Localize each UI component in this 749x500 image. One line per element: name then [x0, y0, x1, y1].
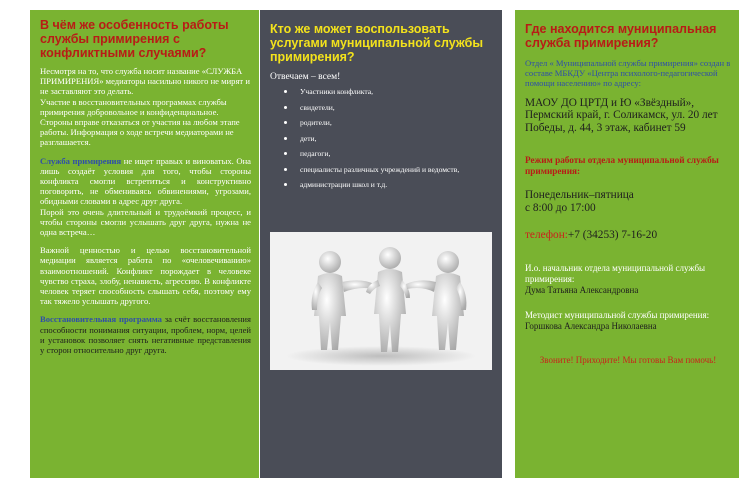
list-item: администрации школ и т.д.: [300, 180, 494, 190]
phone-label: телефон:: [525, 228, 568, 241]
panel3-title: Где находится муниципальная служба примирения?: [525, 22, 717, 50]
left-panel: [30, 10, 259, 478]
list-item: дети,: [300, 134, 494, 144]
list-item: родители,: [300, 118, 494, 128]
bullet-icon: [284, 137, 287, 140]
method-title: Методист муниципальной службы примирения:: [525, 309, 710, 320]
panel1-intro-2: Участие в восстановительных программах службы примирения добровольное и конфиденциальное.: [40, 96, 227, 117]
figures-illustration: [270, 232, 492, 370]
hours-time: с 8:00 до 17:00: [525, 201, 596, 214]
panel1-service-paragraph: [40, 156, 251, 207]
bullet-icon: [284, 106, 287, 109]
list-item: свидетели,: [300, 103, 494, 113]
phone-number: +7 (34253) 7-16-20: [567, 228, 658, 241]
slogan: Звоните! Приходите! Мы готовы Вам помочь!: [539, 355, 717, 366]
bullet-icon: [284, 121, 287, 124]
program-text: за счёт восстановления способности понимания ситуации, проблем, норм, целей и установок позволяет снять негативные представления у сторон относительно друг друга.: [40, 314, 251, 356]
panel3-address: МАОУ ДО ЦРТД и Ю «Звёздный», Пермский край, г. Соликамск, ул. 20 лет Победы, д. 44, 3 этаж, кабинет 59: [525, 96, 718, 135]
service-text: не ищет правых и виноватых. Она лишь создаёт условия для того, чтобы стороны конфликта смогли встретиться и конструктивно поговорить, не обмениваясь обвинениями, угрозами, обидными словами в адрес друг друга.: [40, 155, 251, 207]
panel1-intro-1: Несмотря на то, что служба носит название «СЛУЖБА ПРИМИРЕНИЯ» медиаторы насильно никого не мирят и не заставляют это делать.: [40, 66, 250, 97]
hours-days: Понедельник–пятница: [525, 189, 634, 201]
panel3-created: Отдел « Муниципальной службы примирения» создан в составе МБКДУ «Центра психолого-педагогической помощи населению» по адресу:: [525, 58, 731, 89]
panel2-lead: Отвечаем – всем!: [270, 72, 341, 82]
panel1-process: Порой это очень длительный и трудоёмкий процесс, и чтобы стороны смогли услышать друг друга, нужна не одна встреча…: [40, 206, 251, 238]
panel1-program-paragraph: [40, 314, 251, 355]
method-name: Горшкова Александра Николаевна: [525, 320, 657, 331]
panel1-title: В чём же особенность работы службы примирения с конфликтными случаями?: [40, 18, 229, 60]
head-title: И.о. начальник отдела муниципальной службы примирения:: [525, 263, 706, 285]
list-item: Участники конфликта,: [300, 87, 494, 97]
head-name: Дума Татьяна Александровна: [525, 284, 639, 295]
three-figures-icon: [270, 232, 492, 370]
bullet-icon: [284, 183, 287, 186]
middle-panel: [260, 10, 502, 478]
phone-line: [525, 229, 731, 242]
right-panel: [515, 10, 739, 478]
panel2-title: Кто же может воспользовать услугами муниципальной службы примирения?: [270, 22, 484, 64]
service-lead: Служба примирения: [40, 155, 122, 166]
list-item: педагоги,: [300, 149, 494, 159]
bullet-icon: [284, 152, 287, 155]
program-lead: Восстановительная программа: [40, 314, 162, 325]
bullet-icon: [284, 90, 287, 93]
panel1-value: Важной ценностью и целью восстановительной медиации является работа по «очеловечиванию» взаимоотношений. Конфликт порождает в человеке чувство страха, злобу, ненависть, агрессию. В конфликте человек теряет способность слышать себя, поэтому ему так тяжело услышать другого.: [40, 245, 251, 307]
panel1-intro-3: Стороны вправе отказаться от участия на любом этапе работы. Информация о ходе встречи медиаторами не разглашается.: [40, 117, 240, 148]
list-item: специалисты различных учреждений и ведомств,: [300, 165, 494, 175]
hours-title: Режим работы отдела муниципальной службы примирения:: [525, 155, 719, 176]
audience-list: [270, 87, 494, 190]
bullet-icon: [284, 168, 287, 171]
